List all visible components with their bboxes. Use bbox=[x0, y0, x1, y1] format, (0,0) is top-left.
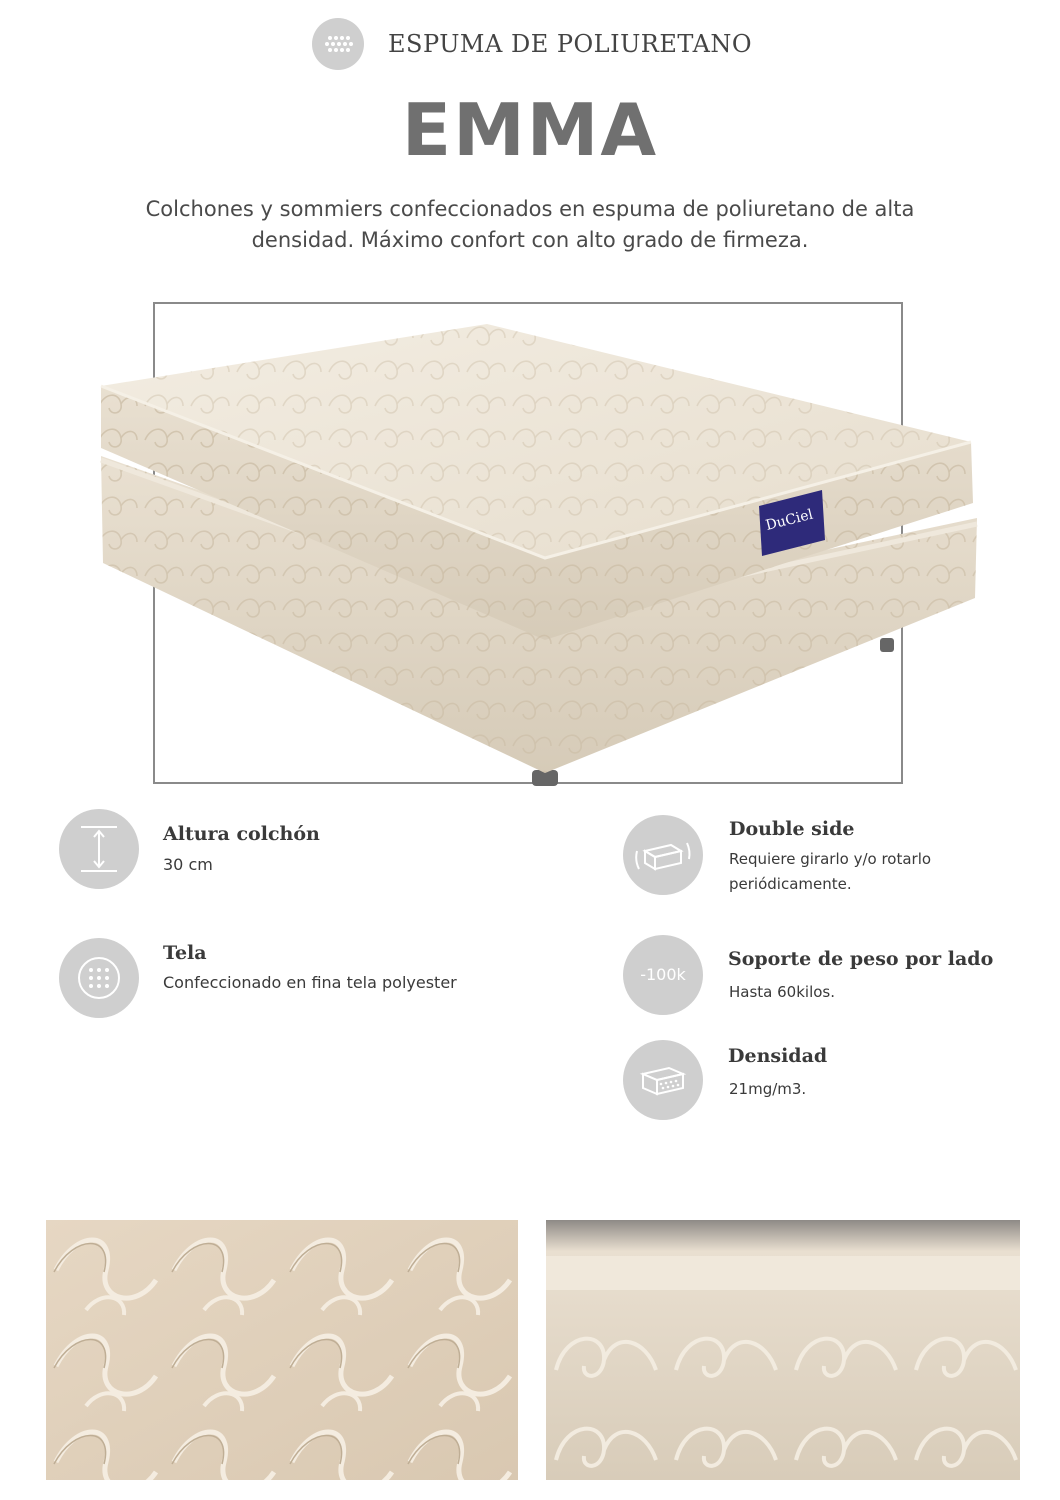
fabric-detail-top-image bbox=[46, 1220, 518, 1480]
brand-label-text: DuCiel bbox=[764, 506, 815, 534]
weight-icon-text: -100k bbox=[640, 965, 686, 984]
mattress-image bbox=[95, 318, 985, 790]
category-label: ESPUMA DE POLIURETANO bbox=[388, 30, 753, 58]
bed-leg bbox=[880, 638, 894, 652]
feature-title-density: Densidad bbox=[728, 1045, 828, 1067]
fabric-detail-side-image bbox=[546, 1220, 1020, 1480]
foam-dots-icon bbox=[312, 18, 364, 70]
product-description: Colchones y sommiers confeccionados en espuma de poliuretano de alta densidad. Máximo confort con alto grado de firmeza. bbox=[145, 197, 915, 252]
feature-text-double-side: Requiere girarlo y/o rotarlo periódicamente. bbox=[729, 850, 932, 893]
rotate-box-icon bbox=[623, 815, 703, 895]
feature-text-fabric: Confeccionado en fina tela polyester bbox=[163, 973, 457, 992]
feature-text-density: 21mg/m3. bbox=[729, 1080, 807, 1098]
weight-icon bbox=[623, 935, 703, 1015]
feature-text-weight: Hasta 60kilos. bbox=[729, 983, 835, 1001]
feature-title-weight: Soporte de peso por lado bbox=[728, 948, 994, 970]
feature-text-height: 30 cm bbox=[163, 855, 213, 874]
feature-title-double-side: Double side bbox=[729, 818, 855, 840]
foam-block-icon bbox=[623, 1040, 703, 1120]
height-arrow-icon bbox=[59, 809, 139, 889]
fabric-texture-icon bbox=[59, 938, 139, 1018]
product-title: EMMA bbox=[401, 88, 659, 172]
feature-title-height: Altura colchón bbox=[163, 823, 320, 845]
feature-title-fabric: Tela bbox=[163, 942, 207, 964]
